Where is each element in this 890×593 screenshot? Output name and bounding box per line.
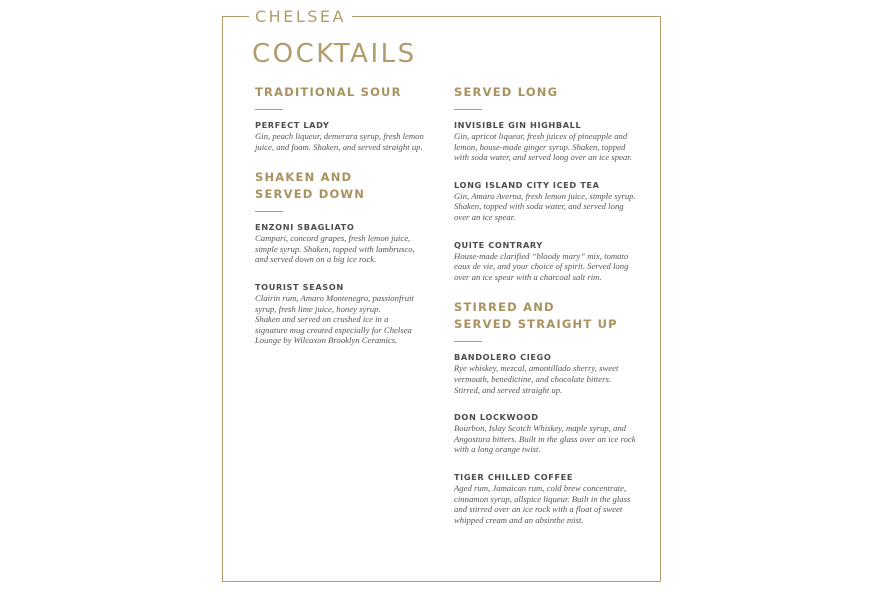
cocktail-description bbox=[454, 483, 649, 525]
description-line: Campari, concord grapes, fresh lemon juice, bbox=[255, 233, 411, 244]
cocktail-perfect-lady bbox=[255, 120, 450, 152]
description-line: Rye whiskey, mezcal, amontillado sherry, sweet bbox=[454, 363, 619, 374]
menu-title: COCKTAILS bbox=[252, 39, 417, 69]
cocktail-description bbox=[454, 191, 649, 223]
menu-column-right bbox=[454, 84, 649, 542]
cocktail-name: TOURIST SEASON bbox=[255, 281, 344, 292]
menu-column-left bbox=[255, 84, 450, 363]
description-line: cinnamon syrup, allspice liqueur. Built in the glass bbox=[454, 493, 631, 504]
description-line: syrup, fresh lime juice, honey syrup. bbox=[255, 303, 381, 314]
cocktail-bandolero-ciego bbox=[454, 352, 649, 395]
description-line: Gin, Amaro Averna, fresh lemon juice, simple syrup. bbox=[454, 190, 636, 201]
description-line: Bourbon, Islay Scotch Whiskey, maple syrup, and bbox=[454, 423, 627, 434]
cocktail-description bbox=[454, 251, 649, 283]
description-line: signature mug created especially for Chelsea bbox=[255, 324, 412, 335]
section-divider bbox=[255, 109, 283, 110]
description-line: simple syrup. Shaken, topped with lambrusco, bbox=[255, 243, 415, 254]
cocktail-name: DON LOCKWOOD bbox=[454, 412, 539, 423]
section-heading-line: TRADITIONAL SOUR bbox=[255, 85, 402, 99]
description-line: and stirred over an ice rock with a float of sweet bbox=[454, 504, 623, 515]
section-heading-line: SERVED STRAIGHT UP bbox=[454, 317, 618, 332]
section-heading bbox=[255, 169, 450, 203]
description-line: Gin, peach liqueur, demerara syrup, fresh lemon bbox=[255, 131, 424, 141]
cocktail-description bbox=[454, 363, 649, 395]
menu-section bbox=[255, 84, 450, 152]
brand-name: CHELSEA bbox=[249, 7, 352, 27]
description-line: lemon, house-made ginger syrup. Shaken, topped bbox=[454, 141, 626, 152]
section-heading bbox=[255, 84, 450, 101]
cocktail-invisible-gin-highball bbox=[454, 120, 649, 163]
cocktail-don-lockwood bbox=[454, 412, 649, 455]
cocktail-description bbox=[255, 293, 450, 346]
description-line: Gin, apricot liqueur, fresh juices of pineapple and bbox=[454, 131, 628, 141]
description-line: Shaken, topped with soda water, and served long bbox=[454, 201, 624, 212]
cocktail-name: LONG ISLAND CITY ICED TEA bbox=[454, 179, 600, 190]
cocktail-enzoni-sbagliato bbox=[255, 222, 450, 265]
description-line: eaux de vie, and your choice of spirit. Served long bbox=[454, 261, 629, 272]
cocktail-name: QUITE CONTRARY bbox=[454, 239, 543, 250]
cocktail-name: ENZONI SBAGLIATO bbox=[255, 222, 355, 233]
cocktail-description bbox=[454, 131, 649, 163]
description-line: Aged rum, Jamaican rum, cold brew concentrate, bbox=[454, 482, 627, 493]
cocktail-tourist-season bbox=[255, 282, 450, 346]
description-line: with soda water, and served long over an ice spear. bbox=[454, 152, 632, 163]
menu-section bbox=[454, 84, 649, 282]
description-line: and served down on a big ice rock. bbox=[255, 254, 377, 265]
section-heading bbox=[454, 299, 649, 333]
cocktail-description bbox=[255, 131, 450, 152]
cocktail-description bbox=[255, 233, 450, 265]
cocktail-name: TIGER CHILLED COFFEE bbox=[454, 471, 574, 482]
section-divider bbox=[454, 109, 482, 110]
cocktail-quite-contrary bbox=[454, 240, 649, 283]
section-heading-line: STIRRED AND bbox=[454, 300, 555, 315]
cocktail-name: PERFECT LADY bbox=[255, 120, 330, 130]
cocktail-long-island-city-iced-tea bbox=[454, 180, 649, 223]
description-line: Angostura bitters. Built in the glass over an ice rock bbox=[454, 433, 636, 444]
description-line: House-made clarified “bloody mary” mix, tomato bbox=[454, 250, 629, 261]
description-line: vermouth, benedictine, and chocolate bitters. bbox=[454, 373, 612, 384]
cocktail-tiger-chilled-coffee bbox=[454, 472, 649, 525]
description-line: over an ice spear with a charcoal salt rim. bbox=[454, 271, 602, 282]
cocktail-name: INVISIBLE GIN HIGHBALL bbox=[454, 120, 582, 130]
description-line: Lounge by Wilcoxon Brooklyn Ceramics. bbox=[255, 335, 398, 346]
description-line: whipped cream and an absinthe mist. bbox=[454, 514, 584, 525]
menu-section bbox=[255, 169, 450, 346]
section-heading-line: SHAKEN AND bbox=[255, 170, 353, 185]
section-heading-line: SERVED DOWN bbox=[255, 187, 366, 202]
cocktail-name: BANDOLERO CIEGO bbox=[454, 352, 552, 363]
description-line: over an ice spear. bbox=[454, 211, 516, 222]
description-line: Shaken and served on crushed ice in a bbox=[255, 314, 389, 325]
description-line: juice, and foam. Shaken, and served straight up. bbox=[255, 141, 423, 152]
section-divider bbox=[255, 211, 283, 212]
description-line: Stirred, and served straight up. bbox=[454, 384, 563, 395]
section-heading-line: SERVED LONG bbox=[454, 85, 559, 99]
cocktail-description bbox=[454, 423, 649, 455]
description-line: Clairin rum, Amaro Montenegro, passionfruit bbox=[255, 292, 414, 303]
description-line: with a long orange twist. bbox=[454, 444, 541, 455]
menu-section bbox=[454, 299, 649, 525]
section-heading bbox=[454, 84, 649, 101]
section-divider bbox=[454, 341, 482, 342]
